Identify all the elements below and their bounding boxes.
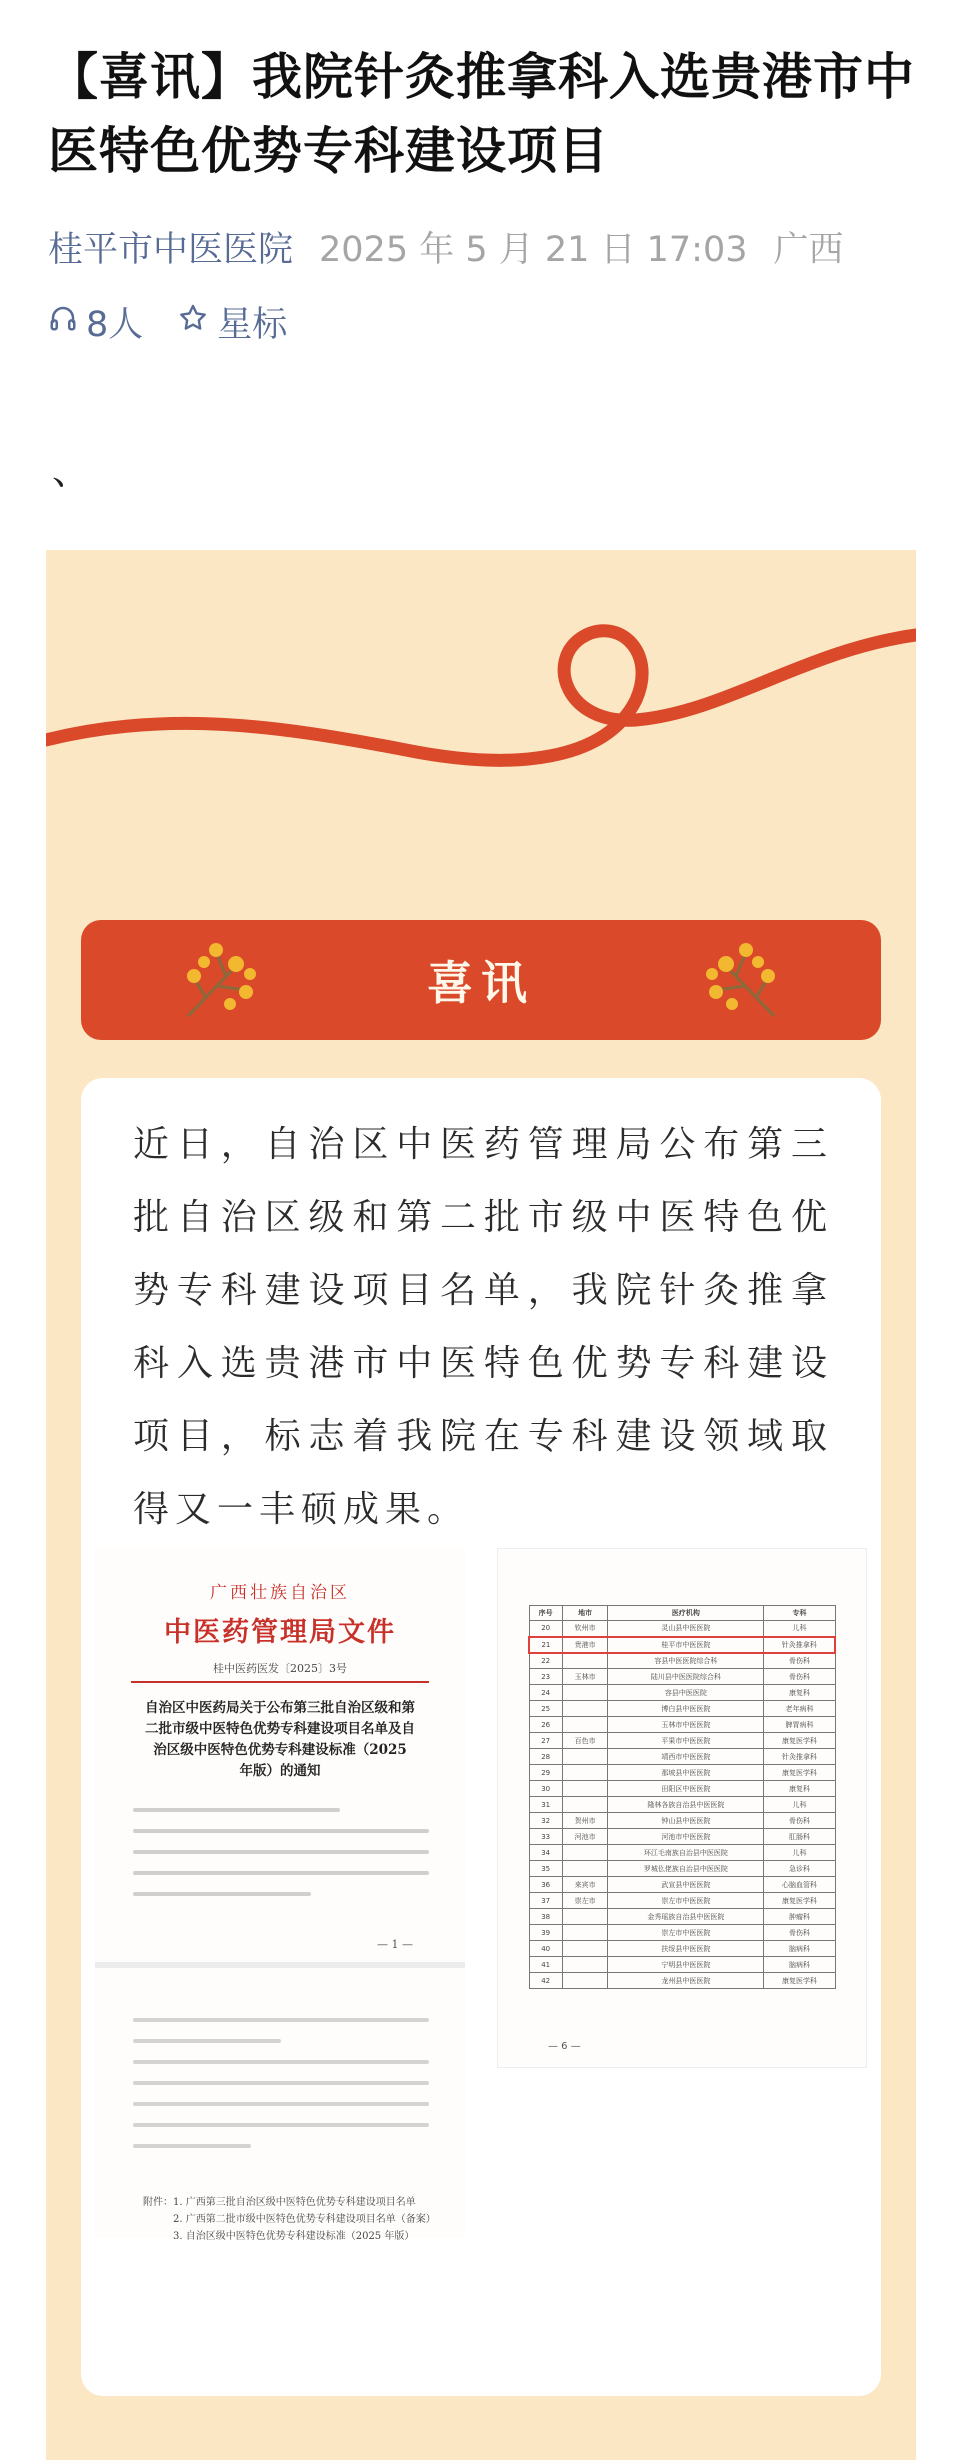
table-row bbox=[529, 1621, 835, 1637]
table-cell bbox=[562, 1701, 608, 1717]
table-cell: 河池市 bbox=[562, 1829, 608, 1845]
table-header-row bbox=[529, 1606, 835, 1621]
official-document-page-1 bbox=[95, 1548, 465, 2242]
table-cell: 肛肠科 bbox=[764, 1829, 835, 1845]
table-cell: 崇左市中医医院 bbox=[608, 1893, 764, 1909]
table-cell: 容县中医医院 bbox=[608, 1685, 764, 1701]
table-cell: 贺州市 bbox=[562, 1813, 608, 1829]
table-cell: 宁明县中医医院 bbox=[608, 1957, 764, 1973]
star-button[interactable] bbox=[177, 297, 287, 347]
highlighted-table-row bbox=[529, 1637, 835, 1653]
table-cell: 39 bbox=[529, 1925, 562, 1941]
headphone-icon bbox=[48, 302, 86, 342]
table-row bbox=[529, 1797, 835, 1813]
table-cell: 环江毛南族自治县中医医院 bbox=[608, 1845, 764, 1861]
table-row bbox=[529, 1845, 835, 1861]
table-cell bbox=[562, 1973, 608, 1989]
table-cell: 桂平市中医医院 bbox=[608, 1637, 764, 1653]
table-cell bbox=[562, 1765, 608, 1781]
table-row bbox=[529, 1877, 835, 1893]
table-cell: 41 bbox=[529, 1957, 562, 1973]
table-cell: 24 bbox=[529, 1685, 562, 1701]
publish-datetime: 2025 年 5 月 21 日 17:03 bbox=[319, 230, 748, 270]
table-cell: 26 bbox=[529, 1717, 562, 1733]
table-cell bbox=[562, 1717, 608, 1733]
content-card bbox=[81, 1078, 881, 2396]
table-cell: 儿科 bbox=[764, 1621, 835, 1637]
red-divider bbox=[131, 1681, 429, 1683]
table-row bbox=[529, 1829, 835, 1845]
table-cell: 42 bbox=[529, 1973, 562, 1989]
hospital-list-table bbox=[528, 1605, 836, 1989]
table-cell: 康复医学科 bbox=[764, 1733, 835, 1749]
table-cell: 儿科 bbox=[764, 1845, 835, 1861]
table-row bbox=[529, 1685, 835, 1701]
table-cell: 康复医学科 bbox=[764, 1893, 835, 1909]
table-cell: 老年病科 bbox=[764, 1701, 835, 1717]
stray-punctuation: 、 bbox=[52, 449, 91, 493]
table-cell bbox=[562, 1797, 608, 1813]
table-cell: 31 bbox=[529, 1797, 562, 1813]
table-row bbox=[529, 1717, 835, 1733]
ribbon-decoration bbox=[46, 550, 916, 790]
table-cell: 35 bbox=[529, 1861, 562, 1877]
table-cell: 容县中医医院综合科 bbox=[608, 1653, 764, 1669]
table-row bbox=[529, 1957, 835, 1973]
attachments-list bbox=[143, 2194, 436, 2245]
star-outline-icon bbox=[177, 302, 217, 343]
table-cell: 玉林市中医医院 bbox=[608, 1717, 764, 1733]
table-row bbox=[529, 1653, 835, 1669]
article-actions bbox=[48, 296, 321, 348]
banner-title: 喜讯 bbox=[427, 956, 535, 1010]
table-cell: 脑病科 bbox=[764, 1957, 835, 1973]
page-number: — 1 — bbox=[377, 1938, 413, 1951]
attachment-item: 3. 自治区级中医特色优势专科建设标准（2025 年版） bbox=[173, 2231, 415, 2242]
table-cell bbox=[562, 1749, 608, 1765]
table-cell: 百色市 bbox=[562, 1733, 608, 1749]
table-row bbox=[529, 1749, 835, 1765]
document-number: 桂中医药医发〔2025〕3号 bbox=[213, 1662, 347, 1675]
table-cell: 针灸推拿科 bbox=[764, 1749, 835, 1765]
article-title: 【喜讯】我院针灸推拿科入选贵港市中医特色优势专科建设项目 bbox=[48, 48, 915, 180]
page-number: — 6 — bbox=[548, 2041, 581, 2052]
table-cell: 针灸推拿科 bbox=[764, 1637, 835, 1653]
table-row bbox=[529, 1925, 835, 1941]
table-cell: 心脑血管科 bbox=[764, 1877, 835, 1893]
table-cell: 康复科 bbox=[764, 1781, 835, 1797]
column-header: 专科 bbox=[764, 1606, 835, 1621]
table-row bbox=[529, 1941, 835, 1957]
table-cell: 22 bbox=[529, 1653, 562, 1669]
table-row bbox=[529, 1813, 835, 1829]
table-cell: 25 bbox=[529, 1701, 562, 1717]
announcement-poster-image bbox=[46, 550, 916, 2460]
star-label: 星标 bbox=[217, 305, 288, 345]
table-row bbox=[529, 1765, 835, 1781]
table-cell: 扶绥县中医医院 bbox=[608, 1941, 764, 1957]
table-cell: 20 bbox=[529, 1621, 562, 1637]
table-cell: 23 bbox=[529, 1669, 562, 1685]
table-cell: 贵港市 bbox=[562, 1637, 608, 1653]
table-cell: 龙州县中医医院 bbox=[608, 1973, 764, 1989]
table-cell: 崇左市 bbox=[562, 1893, 608, 1909]
table-cell: 博白县中医医院 bbox=[608, 1701, 764, 1717]
table-cell: 32 bbox=[529, 1813, 562, 1829]
document-body-lines bbox=[133, 1808, 429, 1913]
table-cell: 平果市中医医院 bbox=[608, 1733, 764, 1749]
table-cell: 30 bbox=[529, 1781, 562, 1797]
table-cell: 陆川县中医医院综合科 bbox=[608, 1669, 764, 1685]
table-cell bbox=[562, 1941, 608, 1957]
table-cell: 河池市中医医院 bbox=[608, 1829, 764, 1845]
table-cell: 康复科 bbox=[764, 1685, 835, 1701]
table-cell: 骨伤科 bbox=[764, 1669, 835, 1685]
table-cell: 37 bbox=[529, 1893, 562, 1909]
table-cell bbox=[562, 1845, 608, 1861]
table-row bbox=[529, 1733, 835, 1749]
table-cell: 罗城仫佬族自治县中医医院 bbox=[608, 1861, 764, 1877]
table-cell: 隆林各族自治县中医医院 bbox=[608, 1797, 764, 1813]
table-cell: 36 bbox=[529, 1877, 562, 1893]
table-cell bbox=[562, 1957, 608, 1973]
table-cell: 玉林市 bbox=[562, 1669, 608, 1685]
table-cell: 田阳区中医医院 bbox=[608, 1781, 764, 1797]
document-bureau-title: 中医药管理局文件 bbox=[164, 1617, 396, 1648]
document-cover bbox=[95, 1548, 465, 1968]
table-cell: 来宾市 bbox=[562, 1877, 608, 1893]
table-cell: 钦州市 bbox=[562, 1621, 608, 1637]
table-cell: 急诊科 bbox=[764, 1861, 835, 1877]
listen-button[interactable] bbox=[48, 297, 143, 347]
column-header: 序号 bbox=[529, 1606, 562, 1621]
table-cell bbox=[562, 1909, 608, 1925]
table-row bbox=[529, 1669, 835, 1685]
table-cell bbox=[562, 1685, 608, 1701]
table-cell: 脾胃病科 bbox=[764, 1717, 835, 1733]
notice-title: 自治区中医药局关于公布第三批自治区级和第二批市级中医特色优势专科建设项目名单及自治区级中医特色优势专科建设标准（2025 年版）的通知 bbox=[145, 1700, 415, 1779]
table-cell: 骨伤科 bbox=[764, 1925, 835, 1941]
table-cell: 33 bbox=[529, 1829, 562, 1845]
table-cell: 28 bbox=[529, 1749, 562, 1765]
table-cell: 34 bbox=[529, 1845, 562, 1861]
table-cell: 金秀瑶族自治县中医医院 bbox=[608, 1909, 764, 1925]
table-cell: 29 bbox=[529, 1765, 562, 1781]
ip-region: 广西 bbox=[773, 230, 844, 270]
column-header: 地市 bbox=[562, 1606, 608, 1621]
official-document-page-6 bbox=[497, 1548, 867, 2068]
table-row bbox=[529, 1973, 835, 1989]
table-cell bbox=[562, 1861, 608, 1877]
column-header: 医疗机构 bbox=[608, 1606, 764, 1621]
table-cell: 康复医学科 bbox=[764, 1765, 835, 1781]
table-cell: 38 bbox=[529, 1909, 562, 1925]
table-cell: 21 bbox=[529, 1637, 562, 1653]
attachment-item: 附件：1. 广西第三批自治区级中医特色优势专科建设项目名单 bbox=[143, 2197, 416, 2208]
account-name-link[interactable]: 桂平市中医医院 bbox=[48, 230, 294, 270]
document-body-lines bbox=[133, 2018, 429, 2165]
listener-count: 8人 bbox=[86, 305, 144, 345]
table-cell: 40 bbox=[529, 1941, 562, 1957]
attachment-item: 2. 广西第二批市级中医特色优势专科建设项目名单（备案） bbox=[173, 2214, 436, 2225]
berry-branch-icon bbox=[701, 938, 786, 1023]
table-cell bbox=[562, 1653, 608, 1669]
article-meta bbox=[48, 222, 844, 272]
table-cell: 钟山县中医医院 bbox=[608, 1813, 764, 1829]
berry-branch-icon bbox=[176, 938, 261, 1023]
table-cell: 那坡县中医医院 bbox=[608, 1765, 764, 1781]
table-cell: 儿科 bbox=[764, 1797, 835, 1813]
table-cell: 靖西市中医医院 bbox=[608, 1749, 764, 1765]
table-cell: 27 bbox=[529, 1733, 562, 1749]
document-region: 广西壮族自治区 bbox=[210, 1583, 350, 1603]
table-cell bbox=[562, 1781, 608, 1797]
table-row bbox=[529, 1701, 835, 1717]
table-cell: 武宣县中医医院 bbox=[608, 1877, 764, 1893]
announcement-body: 近日，自治区中医药管理局公布第三批自治区级和第二批市级中医特色优势专科建设项目名单，我院针灸推拿科入选贵港市中医特色优势专科建设项目，标志着我院在专科建设领域取得又一丰硕成果。 bbox=[133, 1124, 833, 1530]
table-cell: 肿瘤科 bbox=[764, 1909, 835, 1925]
table-row bbox=[529, 1893, 835, 1909]
table-cell: 崇左市中医医院 bbox=[608, 1925, 764, 1941]
table-cell: 骨伤科 bbox=[764, 1813, 835, 1829]
table-cell bbox=[562, 1925, 608, 1941]
table-cell: 脑病科 bbox=[764, 1941, 835, 1957]
table-row bbox=[529, 1861, 835, 1877]
table-row bbox=[529, 1909, 835, 1925]
table-cell: 灵山县中医医院 bbox=[608, 1621, 764, 1637]
table-cell: 康复医学科 bbox=[764, 1973, 835, 1989]
table-cell: 骨伤科 bbox=[764, 1653, 835, 1669]
table-row bbox=[529, 1781, 835, 1797]
banner bbox=[81, 920, 881, 1040]
